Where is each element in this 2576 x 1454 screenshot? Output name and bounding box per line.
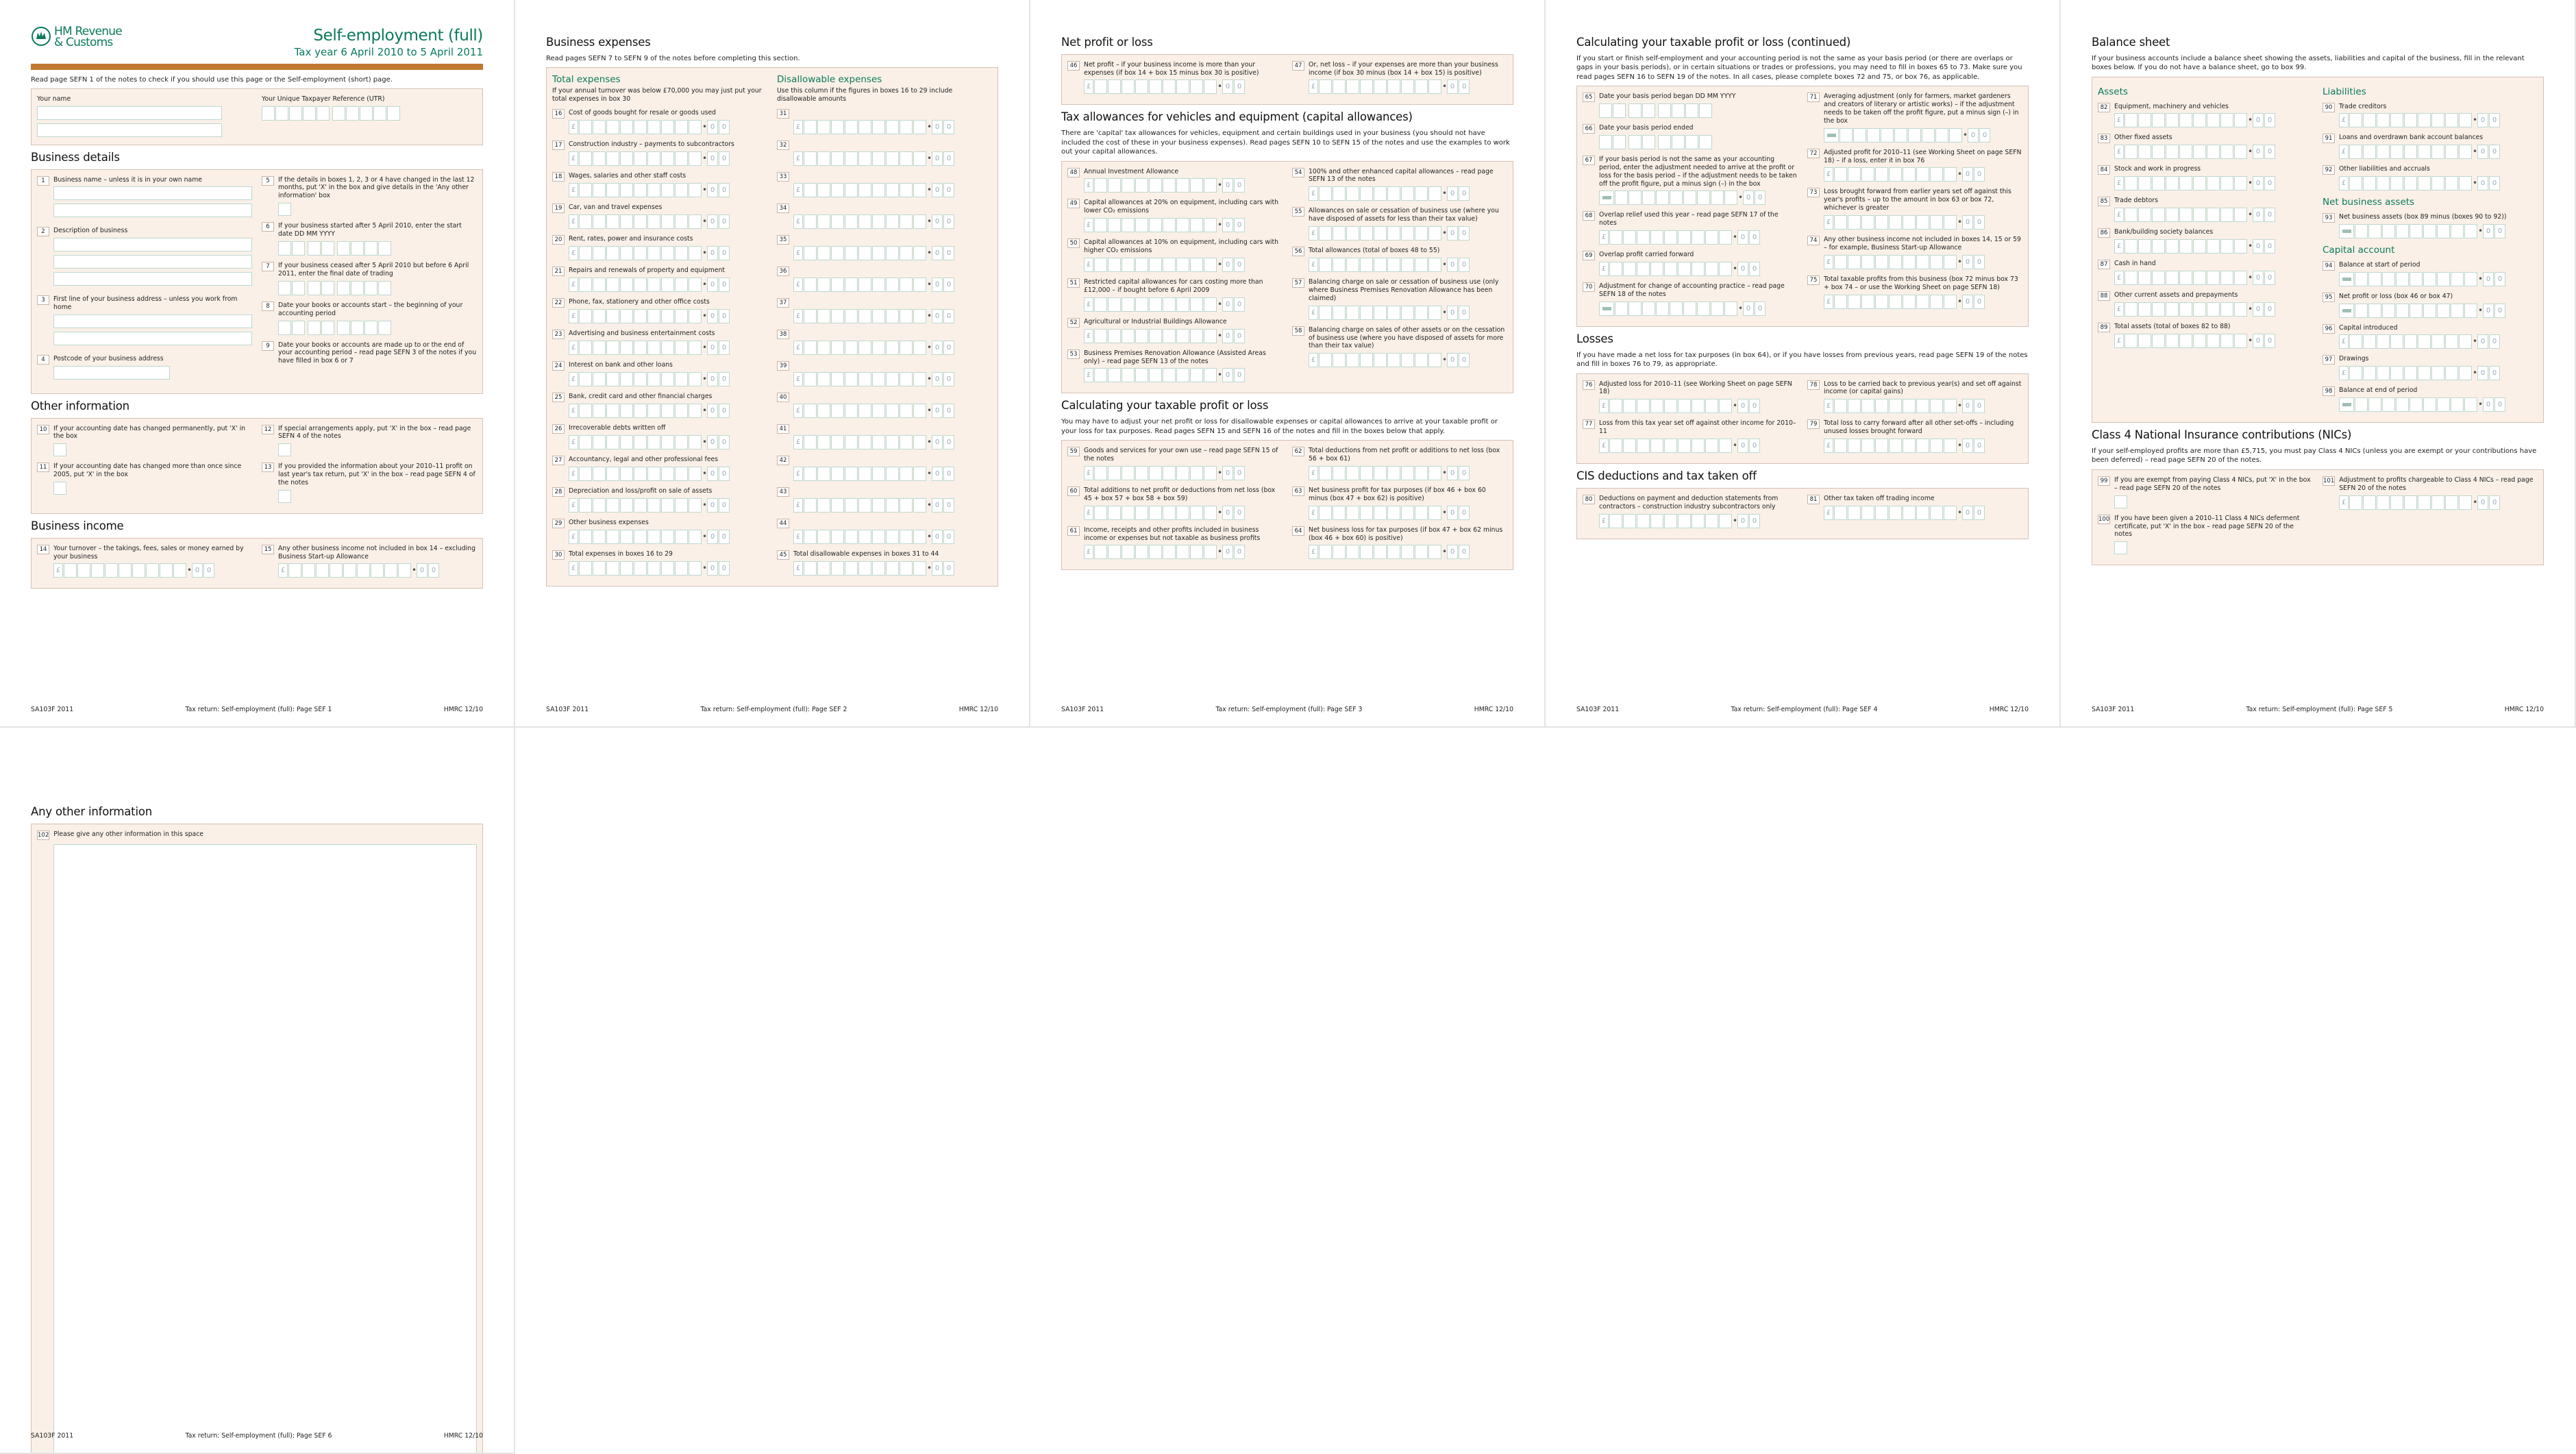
capital-allowances-panel: 48 Annual Investment Allowance £ • 0 0 49 Capital allowances at 20% on equipment, including cars with lower CO₂ emissions £ • 0 0 50 Capital allowances at 10% on equipment, including cars with higher CO₂ emissions £ • 0 0 51 Restricted capital allowances for cars costing more than £12,000 – if bought before 6 April 2009 £ • 0 0 52 Agricultural or Industrial Buildings Allowance £ • 0 0 53 Business Premises Renovation Allowance (Assisted Areas only) – read page SEFN 13 of the notes £ • 0 0 54 100% and other enhanced capital allowances – read page SEFN 13 of the notes £ • 0 0 55 Allowances on sale or cessation of business use (where you have disposed of assets for less than their tax value) £ • 0 0 56 Total allowances (total of boxes 48 to 55) £ • 0 0 57 Balancing charge on sale or cessation of business use (only where Business Premises Renovation Allowance has been claimed) £ • 0 0 58 Balancing charge on sales of other assets or on the cessation of business use (where you have disposed of assets for more than their tax value) £ • 0 0 — [1061, 161, 1513, 394]
special-arrangements-checkbox[interactable] — [278, 443, 291, 456]
amount-input[interactable]: £ • 0 0 — [1824, 167, 2022, 182]
pound-icon: £ — [1599, 514, 1609, 528]
expense-label: Rent, rates, power and insurance costs — [569, 234, 693, 243]
field-13-label: If you provided the information about your 2010–11 profit on last year's tax return, put 'X' in the box – read page SEFN 4 of the notes — [278, 463, 475, 487]
pound-icon: £ — [793, 530, 803, 544]
your-name-label: Your name — [37, 95, 71, 103]
amount-input[interactable]: £ • 0 0 — [1084, 506, 1283, 520]
page-footer: SA103F 2011 Tax return: Self-employment (full): Page SEF 4 HMRC 12/10 — [1576, 706, 2029, 714]
disallowable-amount[interactable]: £ • 0 0 — [793, 246, 992, 260]
expense-rows — [552, 109, 992, 550]
balance-sheet-panel: Assets 82 Equipment, machinery and vehicles £ • 0 0 83 Other fixed assets £ • 0 0 84 Stock and work in progress £ • 0 0 85 Trade debtors £ • 0 0 86 Bank/building society balances £ • 0 0 87 Cash in hand £ • 0 0 88 Other current assets and prepayments £ • 0 0 89 Total assets (total of boxes 82 to 88) £ • 0 0 Liabilities 90 Trade creditors £ • 0 0 91 Loans and overdrawn bank account balances £ • 0 0 92 Other liabilities and accruals £ • 0 0 Net business assets 93 Net business assets (box 89 minus (boxes 90 to 92)) • 0 0 Capital account 94 Balance at start of period • 0 0 95 Net profit or loss (box 46 or box 47) • 0 0 96 Capital introduced £ • 0 0 97 Drawings £ • 0 0 98 Balance at end of period • 0 0 — [2092, 77, 2544, 423]
disallowable-amount[interactable]: £ • 0 0 — [793, 467, 992, 481]
amount-input[interactable]: £ • 0 0 — [2114, 113, 2313, 127]
expense-amount[interactable]: £ • 0 0 — [569, 151, 767, 166]
name-utr-panel — [31, 88, 483, 145]
expenses-intro: Read pages SEFN 7 to SEFN 9 of the notes before completing this section. — [546, 54, 800, 62]
amount-input[interactable]: £ • 0 0 — [2339, 334, 2538, 349]
field-12-label: If special arrangements apply, put 'X' in the box – read page SEFN 4 of the notes — [278, 424, 471, 441]
description-input-3[interactable] — [53, 272, 252, 286]
any-other-info-heading: Any other information — [31, 805, 152, 818]
profit-provided-checkbox[interactable] — [278, 490, 291, 503]
page-footer: SA103F 2011 Tax return: Self-employment (full): Page SEF 6 HMRC 12/10 — [31, 1432, 483, 1440]
pound-icon: £ — [1824, 255, 1833, 269]
amount-input[interactable]: £ • 0 0 — [1084, 218, 1283, 232]
amount-input[interactable]: £ • 0 0 — [1084, 258, 1283, 272]
field-15-label: Any other business income not included in box 14 – excluding Business Start-up Allowance — [278, 544, 475, 560]
any-other-info-panel: 102 Please give any other information in this space — [31, 824, 483, 1454]
pound-icon: £ — [793, 278, 803, 292]
amount-input[interactable]: £ • 0 0 — [1309, 226, 1507, 241]
details-changed-checkbox[interactable] — [278, 203, 291, 216]
pound-icon: £ — [2114, 334, 2124, 348]
logo-line-2: & Customs — [54, 36, 113, 50]
amount-input[interactable]: £ • 0 0 — [1084, 368, 1283, 382]
pound-icon: £ — [569, 309, 578, 323]
page-footer: SA103F 2011 Tax return: Self-employment (full): Page SEF 3 HMRC 12/10 — [1061, 706, 1513, 714]
amount-input[interactable]: £ • 0 0 — [2114, 176, 2313, 190]
amount-input[interactable]: £ • 0 0 — [1309, 186, 1507, 201]
pound-icon: £ — [569, 404, 578, 418]
amount-input[interactable]: £ • 0 0 — [1309, 466, 1507, 480]
other-information-heading: Other information — [31, 399, 129, 412]
amount-input[interactable]: £ • 0 0 — [2114, 334, 2313, 348]
pound-icon: £ — [2114, 271, 2124, 285]
page-sef6 — [0, 728, 515, 1454]
description-input-2[interactable] — [53, 255, 252, 269]
expense-amount[interactable]: £ • 0 0 — [569, 498, 767, 513]
pound-icon: £ — [569, 467, 578, 481]
calculating-taxable-heading: Calculating your taxable profit or loss — [1061, 399, 1269, 412]
expense-label: Interest on bank and other loans — [569, 360, 673, 369]
amount-input[interactable]: £ • 0 0 — [1309, 258, 1507, 272]
other-information-textarea[interactable] — [53, 844, 477, 1454]
pound-icon: £ — [569, 530, 578, 544]
your-name-input[interactable] — [37, 106, 222, 120]
field-9-label: Date your books or accounts are made up to or the end of your accounting period – read page SEFN 3 of the notes if you have filled in box 6 or 7 — [278, 341, 477, 365]
expense-label: Car, van and travel expenses — [569, 203, 662, 211]
pound-icon: £ — [1824, 439, 1833, 453]
disallowable-title: Disallowable expenses — [777, 74, 882, 86]
pound-icon: £ — [2114, 302, 2124, 317]
amount-input[interactable]: £ • 0 0 — [1824, 215, 2022, 230]
pound-icon: £ — [1084, 506, 1093, 520]
minus-sign-box[interactable] — [1599, 301, 1614, 316]
disallowable-note: Use this column if the figures in boxes 16 to 29 include disallowable amounts — [777, 87, 953, 103]
date-changed-checkbox[interactable] — [53, 443, 66, 456]
pound-icon: £ — [1599, 230, 1609, 245]
pound-icon: £ — [1309, 226, 1318, 241]
amount-input[interactable]: £ • 0 0 — [1309, 506, 1507, 520]
expense-label: Advertising and business entertainment costs — [569, 329, 715, 337]
expense-label: Wages, salaries and other staff costs — [569, 171, 686, 180]
pound-icon: £ — [569, 372, 578, 386]
page-sef4: Calculating your taxable profit or loss (continued) If you start or finish self-employment and your accounting period is not the same as your basis period (or there are overlaps or gaps in your basis periods), or in certain situations or trades or professions, you may need to fill in boxes 65 to 73. Make sure you read pages SEFN 16 to SEFN 19 of the notes. In all cases, please complete boxes 72 and 75, or box 76, as applicable. 65 Date your basis period began DD MM YYYY 66 Date your basis period ended 67 If your basis period is not the same as your accounting period, enter the adjustment needed to arrive at the profit or loss for the basis period – if the adjustment needs to be taken off the profit figure, put a minus sign (–) in the box • 0 0 68 Overlap relief used this year – read page SEFN 17 of the notes £ • 0 0 69 Overlap profit carried forward £ • 0 0 70 Adjustment for change of accounting practice – read page SEFN 18 of the notes • 0 0 71 Averaging adjustment (only for farmers, market gardeners and creators of literary or artistic works) – if the adjustment needs to be taken off the profit figure, put a minus sign (–) in the box • 0 0 72 Adjusted profit for 2010–11 (see Working Sheet on page SEFN 18) – if a loss, enter it in box 76 £ • 0 0 73 Loss brought forward from earlier years set off against this year's profits – up to the amount in box 63 or box 72, whichever is greater £ • 0 0 74 Any other business income not included in boxes 14, 15 or 59 – for example, Business Start-up Allowance £ • 0 0 75 Total taxable profits from this business (box 72 minus box 73 + box 74 – or use the Working Sheet on page SEFN 18) £ • 0 0 Losses If you have made a net loss for tax purposes (in box 64), or if you have losses from previous years, read page SEFN 19 of the notes and fill in boxes 76 to 79, as appropriate. 76 Adjusted loss for 2010–11 (see Working Sheet on page SEFN 18) £ • 0 0 77 Loss from this tax year set off against other income for 2010–11 £ • 0 0 78 Loss to be carried back to previous year(s) and set off against income (or capital gains) £ • 0 0 79 Total loss to carry forward after all other set-offs – including unused losses brought forward £ • 0 0 CIS deductions and tax taken off 80 Deductions on payment and deduction statements from contractors – construction industry subcontractors only £ • 0 0 81 Other tax taken off trading income £ • 0 0 SA103F 2011 Tax return: Self-employment (full): Page SEF 4 HMRC 12/10 — [1546, 0, 2061, 728]
nic-exempt-checkbox[interactable] — [2114, 495, 2127, 508]
amount-input[interactable]: £ • 0 0 — [1309, 353, 1507, 367]
expense-label: Phone, fax, stationery and other office costs — [569, 297, 710, 306]
pound-icon: £ — [793, 120, 803, 134]
disallowable-amount[interactable]: £ • 0 0 — [793, 151, 992, 166]
capital-account-heading: Capital account — [2323, 244, 2395, 256]
amount-input[interactable]: £ • 0 0 — [1309, 79, 1507, 94]
field-6-label: If your business started after 5 April 2010, enter the start date DD MM YYYY — [278, 222, 462, 238]
net-profit-panel: 46 Net profit – if your business income is more than your expenses (if box 14 + box 15 minus box 30 is positive) £ • 0 0 47 Or, net loss – if your expenses are more than your business income (if box 30 minus (box 14 + box 15) is positive) £ • 0 0 — [1061, 54, 1513, 106]
net-assets-heading: Net business assets — [2323, 197, 2415, 208]
pound-icon: £ — [569, 151, 578, 166]
pound-icon: £ — [793, 498, 803, 513]
pound-icon: £ — [1824, 215, 1833, 230]
cis-panel: 80 Deductions on payment and deduction statements from contractors – construction industry subcontractors only £ • 0 0 81 Other tax taken off trading income £ • 0 0 — [1576, 488, 2029, 539]
business-details-heading: Business details — [31, 150, 120, 164]
field-102-label: Please give any other information in this space — [53, 830, 204, 838]
amount-input[interactable]: £ • 0 0 — [1309, 306, 1507, 320]
amount-input[interactable]: £ • 0 0 — [1599, 439, 1798, 453]
pound-icon: £ — [793, 309, 803, 323]
pound-icon: £ — [1084, 466, 1093, 480]
pound-icon: £ — [1824, 295, 1833, 309]
field-11-label: If your accounting date has changed more than once since 2005, put 'X' in the box — [53, 463, 242, 479]
pound-icon: £ — [2114, 113, 2124, 127]
amount-input[interactable]: £ • 0 0 — [1309, 545, 1507, 559]
pound-icon: £ — [1309, 306, 1318, 320]
class4-nic-heading: Class 4 National Insurance contributions (NICs) — [2092, 428, 2352, 442]
page-sef5: Balance sheet If your business accounts include a balance sheet showing the assets, liabilities and capital of the business, fill in the relevant boxes below. If you do not have a balance sheet, go to box 99. Assets 82 Equipment, machinery and vehicles £ • 0 0 83 Other fixed assets £ • 0 0 84 Stock and work in progress £ • 0 0 85 Trade debtors £ • 0 0 86 Bank/building society balances £ • 0 0 87 Cash in hand £ • 0 0 88 Other current assets and prepayments £ • 0 0 89 Total assets (total of boxes 82 to 88) £ • 0 0 Liabilities 90 Trade creditors £ • 0 0 91 Loans and overdrawn bank account balances £ • 0 0 92 Other liabilities and accruals £ • 0 0 Net business assets 93 Net business assets (box 89 minus (boxes 90 to 92)) • 0 0 Capital account 94 Balance at start of period • 0 0 95 Net profit or loss (box 46 or box 47) • 0 0 96 Capital introduced £ • 0 0 97 Drawings £ • 0 0 98 Balance at end of period • 0 0 Class 4 National Insurance contributions (NICs) If your self-employed profits are more than £5,715, you must pay Class 4 NICs (unless you are exempt or your contributions have been deferred) – read page SEFN 20 of the notes. 99 If you are exempt from paying Class 4 NICs, put 'X' in the box – read page SEFN 20 of the notes 100 If you have been given a 2010–11 Class 4 NICs deferment certificate, put 'X' in the box – read page SEFN 20 of the notes 101 Adjustment to profits chargeable to Class 4 NICs – read page SEFN 20 of the notes £ • 0 0 SA103F 2011 Tax return: Self-employment (full): Page SEF 5 HMRC 12/10 — [2061, 0, 2576, 728]
expense-amount[interactable]: £ • 0 0 — [569, 341, 767, 355]
pound-icon: £ — [1084, 368, 1093, 382]
expense-row: 20 Rent, rates, power and insurance costs £ • 0 0 35 £ • 0 0 — [552, 235, 992, 267]
business-name-input[interactable] — [53, 186, 252, 200]
expense-label: Bank, credit card and other financial charges — [569, 392, 713, 400]
calculating-taxable-panel: 59 Goods and services for your own use – read page SEFN 15 of the notes £ • 0 0 60 Total additions to net profit or deductions from net loss (box 45 + box 57 + box 58 + box 59) £ • 0 0 61 Income, receipts and other profits included in business income or expenses but not taxable as business profits £ • 0 0 62 Total deductions from net profit or additions to net loss (box 56 + box 61) £ • 0 0 63 Net business profit for tax purposes (if box 46 + box 60 minus (box 47 + box 62) is positive) £ • 0 0 64 Net business loss for tax purposes (if box 47 + box 62 minus (box 46 + box 60) is positive) £ • 0 0 — [1061, 440, 1513, 570]
expense-amount[interactable]: £ • 0 0 — [569, 183, 767, 197]
expenses-panel: Total expenses If your annual turnover was below £70,000 you may just put your total expenses in box 30 Disallowable expenses Use this column if the figures in boxes 16 to 29 include disallowable amounts 16 Cost of goods bought for resale or goods used £ • 0 0 31 £ • 0 0 17 Construction industry – payments to subcontractors £ • 0 0 32 £ • 0 0 18 Wages, salaries and other staff costs £ • 0 0 33 £ • 0 0 19 Car, van and travel expenses £ • 0 0 34 £ • 0 0 20 Rent, rates, power and insurance costs £ • 0 0 35 £ • 0 0 21 Repairs and renewals of property and equipment £ • 0 0 36 £ • 0 0 22 Phone, fax, stationery and other office costs £ • 0 0 37 £ • 0 0 23 Advertising and business entertainment costs £ • 0 0 38 £ • 0 0 24 Interest on bank and other loans £ • 0 0 39 £ • 0 0 25 Bank, credit card and other financial charges £ • 0 0 40 £ • 0 0 26 Irrecoverable debts written off £ • 0 0 41 £ • 0 0 27 Accountancy, legal and other professional fees £ • 0 0 42 £ • 0 0 28 Depreciation and loss/profit on sale of assets £ • 0 0 43 £ • 0 0 29 Other business expenses £ • 0 0 44 £ • 0 0 30 Total expenses in boxes 16 to 29 £ • 0 0 45 Total disallowable expenses in boxes 31 to 44 £ • 0 0 — [546, 67, 998, 587]
page-header — [31, 26, 483, 59]
amount-input[interactable]: £ • 0 0 — [2339, 176, 2538, 190]
postcode-input[interactable] — [53, 366, 170, 380]
field-14-label: Your turnover – the takings, fees, sales or money earned by your business — [53, 544, 244, 560]
expense-label: Depreciation and loss/profit on sale of assets — [569, 486, 713, 495]
pound-icon: £ — [1309, 353, 1318, 367]
total-disallowable-amount[interactable]: £ • 0 0 — [793, 561, 992, 576]
pound-icon: £ — [1084, 329, 1093, 343]
description-input[interactable] — [53, 238, 252, 251]
amount-input[interactable]: £ • 0 0 — [1084, 79, 1283, 94]
balance-sheet-heading: Balance sheet — [2092, 36, 2170, 49]
minus-sign-box[interactable] — [2339, 224, 2354, 238]
pound-icon: £ — [569, 498, 578, 513]
expense-row: 19 Car, van and travel expenses £ • 0 0 34 £ • 0 0 — [552, 204, 992, 235]
expense-label: Repairs and renewals of property and equipment — [569, 266, 726, 274]
amount-input[interactable]: £ • 0 0 — [1824, 439, 2022, 453]
amount-input[interactable]: £ • 0 0 — [1824, 255, 2022, 269]
field-10-label: If your accounting date has changed permanently, put 'X' in the box — [53, 424, 246, 441]
pound-icon: £ — [569, 341, 578, 355]
expense-row: 24 Interest on bank and other loans £ • 0 0 39 £ • 0 0 — [552, 361, 992, 393]
utr-input[interactable] — [262, 106, 477, 121]
expense-row: 23 Advertising and business entertainment costs £ • 0 0 38 £ • 0 0 — [552, 330, 992, 361]
expense-amount[interactable]: £ • 0 0 — [569, 246, 767, 260]
expense-amount[interactable]: £ • 0 0 — [569, 372, 767, 386]
address-input-2[interactable] — [53, 332, 252, 345]
field-2-label: Description of business — [53, 227, 128, 235]
pound-icon: £ — [1084, 297, 1093, 312]
minus-sign-box[interactable] — [1824, 128, 1839, 143]
pound-icon: £ — [2339, 176, 2349, 190]
field-5-label: If the details in boxes 1, 2, 3 or 4 have changed in the last 12 months, put 'X' in the box and give details in the 'Any other information' box — [278, 175, 475, 200]
expense-row: 25 Bank, credit card and other financial charges £ • 0 0 40 £ • 0 0 — [552, 393, 992, 424]
logo-line-1: HM Revenue — [54, 25, 122, 38]
pound-icon: £ — [2114, 239, 2124, 254]
intro-text: Read page SEFN 1 of the notes to check if you should use this page or the Self-employment (short) page. — [31, 75, 393, 84]
field-1-label: Business name – unless it is in your own name — [53, 175, 202, 184]
expense-label: Other business expenses — [569, 518, 649, 526]
pound-icon: £ — [1599, 262, 1609, 276]
field-4-label: Postcode of your business address — [53, 355, 164, 363]
expense-label: Cost of goods bought for resale or goods used — [569, 108, 717, 116]
pound-icon: £ — [2339, 366, 2349, 380]
amount-input[interactable]: £ • 0 0 — [1824, 295, 2022, 309]
pound-icon: £ — [793, 341, 803, 355]
pound-icon: £ — [793, 372, 803, 386]
page-sef3: Net profit or loss 46 Net profit – if your business income is more than your expenses (if box 14 + box 15 minus box 30 is positive) £ • 0 0 47 Or, net loss – if your expenses are more than your business income (if box 30 minus (box 14 + box 15) is positive) £ • 0 0 Tax allowances for vehicles and equipment (capital allowances) There are 'capital' tax allowances for vehicles, equipment and certain buildings used in your business (you should not have included the cost of these in your business expenses). Read pages SEFN 10 to SEFN 15 of the notes and use the examples to work out your capital allowances. 48 Annual Investment Allowance £ • 0 0 49 Capital allowances at 20% on equipment, including cars with lower CO₂ emissions £ • 0 0 50 Capital allowances at 10% on equipment, including cars with higher CO₂ emissions £ • 0 0 51 Restricted capital allowances for cars costing more than £12,000 – if bought before 6 April 2009 £ • 0 0 52 Agricultural or Industrial Buildings Allowance £ • 0 0 53 Business Premises Renovation Allowance (Assisted Areas only) – read page SEFN 13 of the notes £ • 0 0 54 100% and other enhanced capital allowances – read page SEFN 13 of the notes £ • 0 0 55 Allowances on sale or cessation of business use (where you have disposed of assets for less than their tax value) £ • 0 0 56 Total allowances (total of boxes 48 to 55) £ • 0 0 57 Balancing charge on sale or cessation of business use (only where Business Premises Renovation Allowance has been claimed) £ • 0 0 58 Balancing charge on sales of other assets or on the cessation of business use (where you have disposed of assets for more than their tax value) £ • 0 0 Calculating your taxable profit or loss You may have to adjust your net profit or loss for disallowable expenses or capital allowances to arrive at your taxable profit or your loss for tax purposes. Read pages SEFN 15 and SEFN 16 of the notes and fill in the boxes below that apply. 59 Goods and services for your own use – read page SEFN 15 of the notes £ • 0 0 60 Total additions to net profit or deductions from net loss (box 45 + box 57 + box 58 + box 59) £ • 0 0 61 Income, receipts and other profits included in business income or expenses but not taxable as business profits £ • 0 0 62 Total deductions from net profit or additions to net loss (box 56 + box 61) £ • 0 0 63 Net business profit for tax purposes (if box 46 + box 60 minus (box 47 + box 62) is positive) £ • 0 0 64 Net business loss for tax purposes (if box 47 + box 62 minus (box 46 + box 60) is positive) £ • 0 0 SA103F 2011 Tax return: Self-employment (full): Page SEF 3 HMRC 12/10 — [1030, 0, 1546, 728]
books-start-input[interactable] — [278, 321, 477, 335]
field-8-label: Date your books or accounts start – the beginning of your accounting period — [278, 301, 463, 317]
pound-icon: £ — [1599, 399, 1609, 413]
basis-start-date[interactable] — [1599, 103, 1798, 118]
expense-amount[interactable]: £ • 0 0 — [569, 467, 767, 481]
expense-row: 26 Irrecoverable debts written off £ • 0 0 41 £ • 0 0 — [552, 424, 992, 456]
business-income-heading: Business income — [31, 519, 124, 533]
calculating-continued-heading: Calculating your taxable profit or loss (continued) — [1576, 36, 1851, 49]
pound-icon: £ — [2114, 208, 2124, 222]
address-input[interactable] — [53, 315, 252, 328]
amount-input[interactable]: £ • 0 0 — [2114, 145, 2313, 159]
expense-amount[interactable]: £ • 0 0 — [569, 435, 767, 449]
amount-input[interactable]: £ • 0 0 — [1599, 230, 1798, 245]
business-details-panel: 1 Business name – unless it is in your own name 2 Description of business 3 First line of your business address – unless you work from home 4 Postcode of your business address 5 If the details in boxes 1, 2, 3 or 4 have changed in the last 12 months, put 'X' in the box and give details in the 'Any other information' box 6 If your business started after 5 April 2010, enter the start date DD MM YYYY 7 If your business ceased after 5 April 2010 but before 6 April 2011, enter the final date of trading 8 Date your books or accounts start – the beginning of your accounting period 9 Date your books or accounts are made up to or the end of your accounting period – read page SEFN 3 of the notes if you have filled in box 6 or 7 — [31, 169, 483, 394]
start-date-input[interactable] — [278, 241, 477, 256]
pound-icon: £ — [793, 151, 803, 166]
pound-icon: £ — [2339, 145, 2349, 159]
pound-icon: £ — [1084, 258, 1093, 272]
pound-icon: £ — [1309, 545, 1318, 559]
pound-icon: £ — [1824, 167, 1833, 182]
amount-input[interactable]: £ • 0 0 — [1084, 178, 1283, 193]
amount-input[interactable]: • 0 0 — [2339, 272, 2538, 286]
total-expenses-label: Total expenses in boxes 16 to 29 — [569, 550, 673, 558]
pound-icon: £ — [793, 183, 803, 197]
pound-icon: £ — [1084, 545, 1093, 559]
expense-label: Accountancy, legal and other professional fees — [569, 455, 719, 463]
disallowable-amount[interactable]: £ • 0 0 — [793, 341, 992, 355]
page-footer: SA103F 2011 Tax return: Self-employment (full): Page SEF 5 HMRC 12/10 — [2092, 706, 2544, 714]
amount-input[interactable]: £ • 0 0 — [1824, 506, 2022, 520]
total-expenses-title: Total expenses — [552, 74, 621, 86]
turnover-amount[interactable]: £ • 0 0 — [53, 563, 252, 578]
pound-icon: £ — [1599, 439, 1609, 453]
amount-input[interactable]: £ • 0 0 — [2339, 366, 2538, 380]
date-changed-twice-checkbox[interactable] — [53, 482, 66, 495]
other-info-panel: 10 If your accounting date has changed permanently, put 'X' in the box 11 If your accounting date has changed more than once since 2005, put 'X' in the box 12 If special arrangements apply, put 'X' in the box – read page SEFN 4 of the notes 13 If you provided the information about your 2010–11 profit on last year's tax return, put 'X' in the box – read page SEFN 4 of the notes — [31, 418, 483, 514]
amount-input[interactable]: £ • 0 0 — [2339, 145, 2538, 159]
expense-amount[interactable]: £ • 0 0 — [569, 530, 767, 544]
business-expenses-heading: Business expenses — [546, 36, 651, 49]
amount-input[interactable]: £ • 0 0 — [2114, 271, 2313, 285]
losses-heading: Losses — [1576, 332, 1613, 345]
expense-label: Irrecoverable debts written off — [569, 423, 666, 432]
your-name-input-2[interactable] — [37, 123, 222, 137]
total-disallowable-label: Total disallowable expenses in boxes 31 to 44 — [793, 550, 939, 558]
pound-icon: £ — [569, 120, 578, 134]
net-profit-heading: Net profit or loss — [1061, 36, 1153, 49]
other-income-amount[interactable]: £ • 0 0 — [278, 563, 477, 578]
minus-sign-box[interactable] — [1599, 190, 1614, 205]
business-name-input-2[interactable] — [53, 204, 252, 217]
page-sef1 — [0, 0, 515, 728]
minus-sign-box[interactable] — [2339, 397, 2354, 412]
page-sef2 — [515, 0, 1030, 728]
utr-label: Your Unique Taxpayer Reference (UTR) — [262, 95, 385, 103]
amount-input[interactable]: £ • 0 0 — [2114, 302, 2313, 317]
hmrc-logo — [31, 26, 122, 48]
pound-icon: £ — [1309, 258, 1318, 272]
amount-input[interactable]: • 0 0 — [1599, 190, 1798, 205]
amount-input[interactable]: £ • 0 0 — [1084, 545, 1283, 559]
pound-icon: £ — [569, 214, 578, 229]
disallowable-amount[interactable]: £ • 0 0 — [793, 183, 992, 197]
expense-row: 17 Construction industry – payments to subcontractors £ • 0 0 32 £ • 0 0 — [552, 140, 992, 172]
disallowable-amount[interactable]: £ • 0 0 — [793, 278, 992, 292]
expense-row: 28 Depreciation and loss/profit on sale of assets £ • 0 0 43 £ • 0 0 — [552, 487, 992, 519]
expense-amount[interactable]: £ • 0 0 — [569, 278, 767, 292]
amount-input[interactable]: £ • 0 0 — [1599, 399, 1798, 413]
disallowable-amount[interactable]: £ • 0 0 — [793, 120, 992, 134]
minus-sign-box[interactable] — [2339, 272, 2354, 286]
form-title: Self-employment (full) — [313, 27, 483, 45]
amount-input[interactable]: £ • 0 0 — [2114, 239, 2313, 254]
pound-icon: £ — [569, 435, 578, 449]
expense-amount[interactable]: £ • 0 0 — [569, 120, 767, 134]
amount-input[interactable]: • 0 0 — [2339, 304, 2538, 318]
pound-icon: £ — [793, 435, 803, 449]
minus-sign-box[interactable] — [2339, 304, 2354, 318]
expense-row: 22 Phone, fax, stationery and other office costs £ • 0 0 37 £ • 0 0 — [552, 298, 992, 330]
crown-crest-icon — [31, 26, 51, 47]
amount-input[interactable]: £ • 0 0 — [1599, 262, 1798, 276]
pound-icon: £ — [2114, 145, 2124, 159]
pound-icon: £ — [1084, 218, 1093, 232]
pound-icon: £ — [1309, 506, 1318, 520]
pound-icon: £ — [2339, 334, 2349, 349]
disallowable-amount[interactable]: £ • 0 0 — [793, 372, 992, 386]
amount-input[interactable]: • 0 0 — [2339, 224, 2538, 238]
basis-period-panel: 65 Date your basis period began DD MM YYYY 66 Date your basis period ended 67 If your basis period is not the same as your accounting period, enter the adjustment needed to arrive at the profit or loss for the basis period – if the adjustment needs to be taken off the profit figure, put a minus sign (–) in the box • 0 0 68 Overlap relief used this year – read page SEFN 17 of the notes £ • 0 0 69 Overlap profit carried forward £ • 0 0 70 Adjustment for change of accounting practice – read page SEFN 18 of the notes • 0 0 71 Averaging adjustment (only for farmers, market gardeners and creators of literary or artistic works) – if the adjustment needs to be taken off the profit figure, put a minus sign (–) in the box • 0 0 72 Adjusted profit for 2010–11 (see Working Sheet on page SEFN 18) – if a loss, enter it in box 76 £ • 0 0 73 Loss brought forward from earlier years set off against this year's profits – up to the amount in box 63 or box 72, whichever is greater £ • 0 0 74 Any other business income not included in boxes 14, 15 or 59 – for example, Business Start-up Allowance £ • 0 0 75 Total taxable profits from this business (box 72 minus box 73 + box 74 – or use the Working Sheet on page SEFN 18) £ • 0 0 — [1576, 86, 2029, 327]
expense-label: Construction industry – payments to subcontractors — [569, 140, 734, 148]
expense-row: 21 Repairs and renewals of property and equipment £ • 0 0 36 £ • 0 0 — [552, 267, 992, 298]
amount-input[interactable]: £ • 0 0 — [2339, 495, 2538, 510]
orange-rule — [31, 64, 483, 70]
total-expenses-amount[interactable]: £ • 0 0 — [569, 561, 767, 576]
pound-icon: £ — [2114, 176, 2124, 190]
pound-icon: £ — [569, 183, 578, 197]
liabilities-heading: Liabilities — [2323, 86, 2366, 97]
basis-end-date[interactable] — [1599, 135, 1798, 149]
nic-deferment-checkbox[interactable] — [2114, 541, 2127, 554]
losses-panel: 76 Adjusted loss for 2010–11 (see Working Sheet on page SEFN 18) £ • 0 0 77 Loss from this tax year set off against other income for 2010–11 £ • 0 0 78 Loss to be carried back to previous year(s) and set off against income (or capital gains) £ • 0 0 79 Total loss to carry forward after all other set-offs – including unused losses brought forward £ • 0 0 — [1576, 373, 2029, 465]
tax-year: Tax year 6 April 2010 to 5 April 2011 — [294, 45, 483, 58]
pound-icon: £ — [1824, 506, 1833, 520]
pound-icon: £ — [1309, 466, 1318, 480]
disallowable-amount[interactable]: £ • 0 0 — [793, 498, 992, 513]
pound-icon: £ — [1084, 79, 1093, 94]
expense-row: 16 Cost of goods bought for resale or goods used £ • 0 0 31 £ • 0 0 — [552, 109, 992, 140]
pound-icon: £ — [1309, 79, 1318, 94]
expense-amount[interactable]: £ • 0 0 — [569, 404, 767, 418]
pound-icon: £ — [1824, 399, 1833, 413]
pound-icon: £ — [1309, 186, 1318, 201]
page-footer: SA103F 2011 Tax return: Self-employment (full): Page SEF 1 HMRC 12/10 — [31, 706, 483, 714]
pound-icon: £ — [793, 246, 803, 260]
amount-input[interactable]: £ • 0 0 — [1084, 466, 1283, 480]
disallowable-amount[interactable]: £ • 0 0 — [793, 404, 992, 418]
page-footer: SA103F 2011 Tax return: Self-employment (full): Page SEF 2 HMRC 12/10 — [546, 706, 998, 714]
pound-icon: £ — [793, 214, 803, 229]
amount-input[interactable]: £ • 0 0 — [1084, 329, 1283, 343]
amount-input[interactable]: £ • 0 0 — [1599, 514, 1798, 528]
cis-heading: CIS deductions and tax taken off — [1576, 469, 1757, 483]
amount-input[interactable]: £ • 0 0 — [2114, 208, 2313, 222]
disallowable-amount[interactable]: £ • 0 0 — [793, 214, 992, 229]
amount-input[interactable]: £ • 0 0 — [2339, 113, 2538, 127]
capital-allowances-heading: Tax allowances for vehicles and equipment (capital allowances) — [1061, 110, 1413, 124]
amount-input[interactable]: £ • 0 0 — [1824, 399, 2022, 413]
pound-icon: £ — [793, 467, 803, 481]
pound-icon: £ — [793, 404, 803, 418]
pound-icon: £ — [569, 278, 578, 292]
expense-row: 27 Accountancy, legal and other professional fees £ • 0 0 42 £ • 0 0 — [552, 456, 992, 487]
amount-input[interactable]: • 0 0 — [1599, 301, 1798, 316]
field-3-label: First line of your business address – unless you work from home — [53, 295, 238, 312]
cease-date-input[interactable] — [278, 281, 477, 295]
disallowable-amount[interactable]: £ • 0 0 — [793, 530, 992, 544]
total-expenses-note: If your annual turnover was below £70,000 you may just put your total expenses in box 30 — [552, 87, 762, 103]
expense-amount[interactable]: £ • 0 0 — [569, 214, 767, 229]
expense-row: 29 Other business expenses £ • 0 0 44 £ • 0 0 — [552, 519, 992, 550]
amount-input[interactable]: £ • 0 0 — [1084, 297, 1283, 312]
pound-icon: £ — [2339, 495, 2349, 510]
expense-row: 18 Wages, salaries and other staff costs £ • 0 0 33 £ • 0 0 — [552, 172, 992, 204]
business-income-panel: 14 Your turnover – the takings, fees, sales or money earned by your business £ • 0 0 15 Any other business income not included in box 14 – excluding Business Start-up Allowance £ • 0 0 — [31, 538, 483, 589]
amount-input[interactable]: • 0 0 — [2339, 397, 2538, 412]
assets-heading: Assets — [2098, 86, 2128, 97]
pound-icon: £ — [2339, 113, 2349, 127]
pound-icon: £ — [1084, 178, 1093, 193]
class4-nic-panel: 99 If you are exempt from paying Class 4 NICs, put 'X' in the box – read page SEFN 20 of the notes 100 If you have been given a 2010–11 Class 4 NICs deferment certificate, put 'X' in the box – read page SEFN 20 of the notes 101 Adjustment to profits chargeable to Class 4 NICs – read page SEFN 20 of the notes £ • 0 0 — [2092, 469, 2544, 565]
field-7-label: If your business ceased after 5 April 2010 but before 6 April 2011, enter the final date of trading — [278, 261, 469, 278]
pound-icon: £ — [569, 246, 578, 260]
amount-input[interactable]: • 0 0 — [1824, 128, 2022, 143]
disallowable-amount[interactable]: £ • 0 0 — [793, 435, 992, 449]
expense-amount[interactable]: £ • 0 0 — [569, 309, 767, 323]
disallowable-amount[interactable]: £ • 0 0 — [793, 309, 992, 323]
